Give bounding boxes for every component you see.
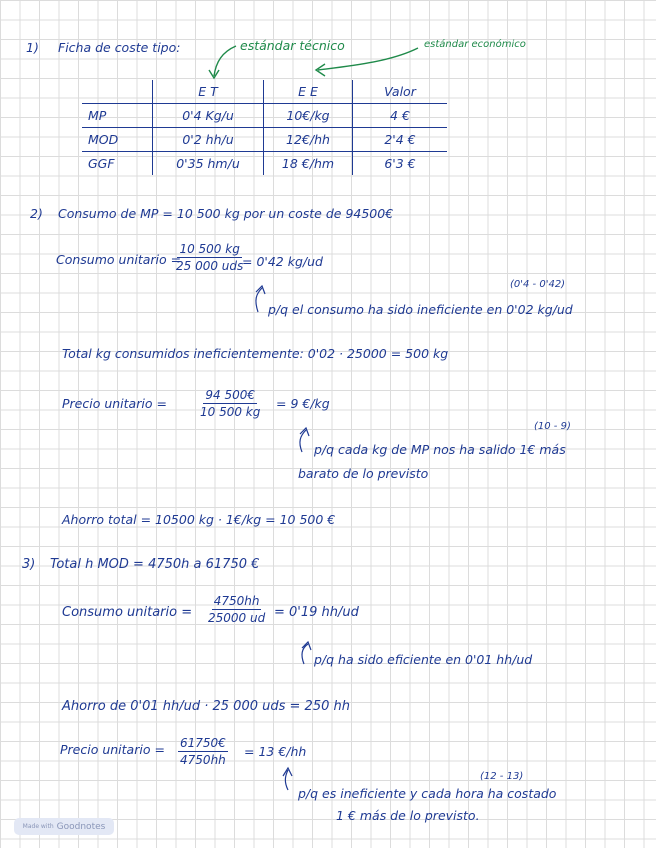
efficiency-note: p/q ha sido eficiente en 0'01 hh/ud xyxy=(314,652,533,667)
fraction-numerator: 10 500 kg xyxy=(179,242,240,256)
unit-price-label: Precio unitario = xyxy=(62,396,167,411)
unit-consumption-result: = 0'19 hh/ud xyxy=(274,605,359,620)
fraction-denominator: 10 500 kg xyxy=(200,405,261,419)
cost-sheet-table xyxy=(82,80,447,175)
table-cell: 6'3 € xyxy=(353,152,448,176)
table-cell: 0'4 Kg/u xyxy=(153,104,264,128)
table-cell: 0'35 hm/u xyxy=(153,152,264,176)
table-header-cell xyxy=(82,80,153,104)
unit-consumption-label: Consumo unitario = xyxy=(62,605,193,620)
section-3-number: 3) xyxy=(22,557,36,572)
hours-savings: Ahorro de 0'01 hh/ud · 25 000 uds = 250 hh xyxy=(62,699,350,714)
table-row xyxy=(82,104,447,128)
table-row xyxy=(82,128,447,152)
price-note-line-2: 1 € más de lo previsto. xyxy=(336,808,480,823)
section-1-number: 1) xyxy=(26,40,39,55)
badge-app-name: Goodnotes xyxy=(56,821,106,832)
table-cell: 4 € xyxy=(353,104,448,128)
unit-consumption-fraction xyxy=(208,594,265,625)
table-cell: 18 €/hm xyxy=(264,152,353,176)
price-note-line-2: barato de lo previsto xyxy=(298,466,429,481)
unit-price-label: Precio unitario = xyxy=(60,742,165,757)
note-estandar-economico: estándar económico xyxy=(424,39,526,50)
table-header-cell: E T xyxy=(153,80,264,104)
table-cell: 10€/kg xyxy=(264,104,353,128)
section-1-title: Ficha de coste tipo: xyxy=(58,40,181,55)
table-cell: 12€/hh xyxy=(264,128,353,152)
table-cell: 0'2 hh/u xyxy=(153,128,264,152)
inefficiency-note: p/q el consumo ha sido ineficiente en 0'02 kg/ud xyxy=(268,302,573,317)
unit-price-result: = 9 €/kg xyxy=(276,396,330,411)
table-cell: MOD xyxy=(82,128,153,152)
unit-consumption-result: = 0'42 kg/ud xyxy=(242,254,323,269)
table-row xyxy=(82,152,447,176)
fraction-denominator: 25000 ud xyxy=(208,611,266,625)
section-3-hours: Total h MOD = 4750h a 61750 € xyxy=(50,557,260,572)
fraction-numerator: 61750€ xyxy=(180,736,226,750)
total-savings: Ahorro total = 10500 kg · 1€/kg = 10 500 € xyxy=(62,512,336,527)
difference-note: (12 - 13) xyxy=(480,771,524,782)
table-cell: GGF xyxy=(88,156,115,171)
unit-price-result: = 13 €/hh xyxy=(244,744,307,759)
fraction-denominator: 25 000 uds xyxy=(176,259,244,273)
unit-consumption-label: Consumo unitario = xyxy=(56,252,182,267)
section-2-number: 2) xyxy=(30,206,43,221)
unit-consumption-fraction xyxy=(176,242,243,273)
goodnotes-badge xyxy=(14,818,114,835)
fraction-numerator: 4750hh xyxy=(213,594,260,608)
unit-price-fraction xyxy=(178,736,228,767)
fraction-denominator: 4750hh xyxy=(180,753,226,767)
table-header-cell: E E xyxy=(264,80,353,104)
badge-made-with: Made with xyxy=(22,823,54,830)
table-header-row xyxy=(82,80,447,104)
unit-price-fraction xyxy=(200,388,260,419)
section-2-consumption: Consumo de MP = 10 500 kg por un coste de 94500€ xyxy=(58,206,394,221)
difference-note: (0'4 - 0'42) xyxy=(510,279,566,290)
table-cell: MP xyxy=(82,104,153,128)
difference-note: (10 - 9) xyxy=(534,421,571,432)
note-estandar-tecnico: estándar técnico xyxy=(240,38,345,53)
price-note-line-1: p/q cada kg de MP nos ha salido 1€ más xyxy=(314,442,566,457)
inefficient-kg-total: Total kg consumidos ineficientemente: 0'02 · 25000 = 500 kg xyxy=(62,346,449,361)
table-header-cell: Valor xyxy=(353,80,448,104)
fraction-numerator: 94 500€ xyxy=(205,388,255,402)
table-cell: 2'4 € xyxy=(353,128,448,152)
price-note-line-1: p/q es ineficiente y cada hora ha costado xyxy=(298,786,557,801)
